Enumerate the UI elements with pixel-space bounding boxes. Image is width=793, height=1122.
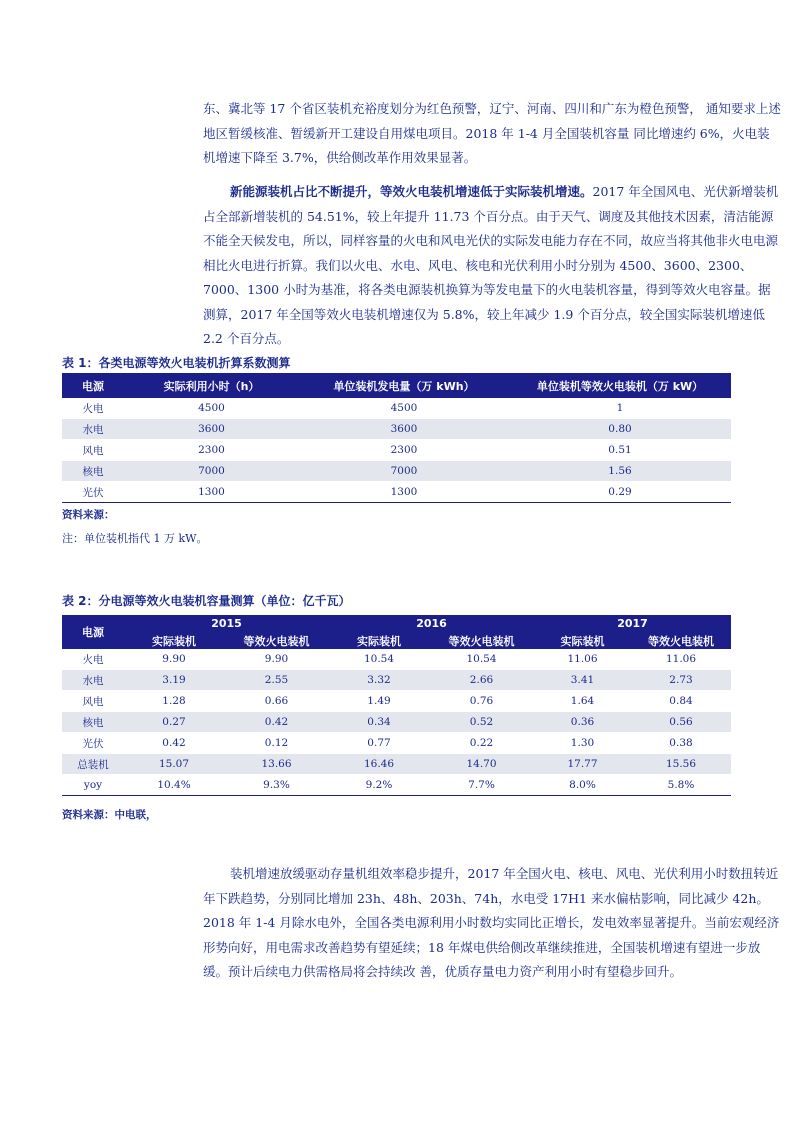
table-cell: 光伏 xyxy=(62,482,124,503)
table-cell: 15.56 xyxy=(631,754,731,775)
table-cell: 2.55 xyxy=(224,670,329,691)
table-row xyxy=(62,482,731,503)
table-cell: 8.0% xyxy=(534,775,631,796)
table-cell: 3.32 xyxy=(329,670,429,691)
table-cell: 13.66 xyxy=(224,754,329,775)
table-cell: 3600 xyxy=(299,419,509,440)
table-cell: 9.90 xyxy=(224,649,329,670)
table-cell: 17.77 xyxy=(534,754,631,775)
table2-year: 2015 xyxy=(124,615,329,632)
table2-year: 2017 xyxy=(534,615,731,632)
table-row xyxy=(62,691,731,712)
table-cell: 水电 xyxy=(62,670,124,691)
table-row xyxy=(62,419,731,440)
table2-subheader: 等效火电装机 xyxy=(631,632,731,649)
paragraph-body: 2017 年全国风电、光伏新增装机占全部新增装机的 54.51%，较上年提升 11.73 个百分点。由于天气、调度及其他技术因素，清洁能源不能全天候发电，所以，同样容量的火电和风电光伏的实际发电能力存在不同，故应当将其他非火电电源相比火电进行折算。我们以火电、水电、风电、核电和光伏利用小时分别为 4500、3600、2300、7000、1300 小时为基准，将各类电源装机换算为等发电量下的火电装机容量，得到等效火电容量。据测算，2017 年全国等效火电装机增速仅为 5.8%，较上年减少 1.9 个百分点，较全国实际装机增速低 2.2 个百分点。 xyxy=(203,184,779,346)
table1-header: 电源 xyxy=(62,373,124,398)
table-cell: 0.84 xyxy=(631,691,731,712)
table2-subheader: 等效火电装机 xyxy=(429,632,534,649)
table-cell: 1300 xyxy=(124,482,299,503)
paragraph-new-energy xyxy=(203,180,781,352)
table-cell: 火电 xyxy=(62,649,124,670)
paragraph-lead: 新能源装机占比不断提升，等效火电装机增速低于实际装机增速。 xyxy=(230,184,593,199)
table-row xyxy=(62,754,731,775)
table-cell: 光伏 xyxy=(62,733,124,754)
table2-year: 2016 xyxy=(329,615,534,632)
table-cell: 风电 xyxy=(62,691,124,712)
intro-paragraph xyxy=(203,97,781,171)
table2-subheader: 实际装机 xyxy=(329,632,429,649)
table-cell: 1.49 xyxy=(329,691,429,712)
table2-subheader: 实际装机 xyxy=(534,632,631,649)
table2 xyxy=(62,615,731,796)
table-cell: 2.73 xyxy=(631,670,731,691)
table-cell: 10.54 xyxy=(329,649,429,670)
table-cell: 7000 xyxy=(124,461,299,482)
table2-year-row xyxy=(62,615,731,632)
table2-subheader-row xyxy=(62,632,731,649)
table1-header: 单位装机等效火电装机（万 kW） xyxy=(509,373,731,398)
table-cell: 7.7% xyxy=(429,775,534,796)
table-cell: 15.07 xyxy=(124,754,224,775)
table1-caption: 表 1：各类电源等效火电装机折算系数测算 xyxy=(62,356,291,370)
table-cell: 4500 xyxy=(124,398,299,419)
table-row xyxy=(62,440,731,461)
table-cell: 0.22 xyxy=(429,733,534,754)
table-cell: 10.4% xyxy=(124,775,224,796)
table-cell: 0.42 xyxy=(224,712,329,733)
table-cell: 11.06 xyxy=(631,649,731,670)
table-cell: 0.80 xyxy=(509,419,731,440)
table1-header-row xyxy=(62,373,731,398)
table1-header: 单位装机发电量（万 kWh） xyxy=(299,373,509,398)
table-cell: 风电 xyxy=(62,440,124,461)
table-row xyxy=(62,649,731,670)
table-cell: 0.38 xyxy=(631,733,731,754)
table-cell: 火电 xyxy=(62,398,124,419)
table-cell: 5.8% xyxy=(631,775,731,796)
table-cell: 16.46 xyxy=(329,754,429,775)
table-cell: 3.19 xyxy=(124,670,224,691)
table-cell: 核电 xyxy=(62,712,124,733)
table-cell: 11.06 xyxy=(534,649,631,670)
table-cell: 2300 xyxy=(124,440,299,461)
table-cell: 0.51 xyxy=(509,440,731,461)
table-cell: 0.76 xyxy=(429,691,534,712)
table-row xyxy=(62,398,731,419)
table-cell: 1.28 xyxy=(124,691,224,712)
table-cell: 0.42 xyxy=(124,733,224,754)
table-cell: yoy xyxy=(62,775,124,796)
table1-note: 注：单位装机指代 1 万 kW。 xyxy=(62,532,208,545)
table-cell: 2300 xyxy=(299,440,509,461)
table-cell: 1.30 xyxy=(534,733,631,754)
table-cell: 4500 xyxy=(299,398,509,419)
table-cell: 0.66 xyxy=(224,691,329,712)
intro-paragraph-text: 东、冀北等 17 个省区装机充裕度划分为红色预警，辽宁、河南、四川和广东为橙色预警， 通知要求上述地区暂缓核准、暂缓新开工建设自用煤电项目。2018 年 1-4 月全国装机容量 同比增速约 6%，火电装机增速下降至 3.7%，供给侧改革作用效果显著。 xyxy=(203,101,781,165)
table1 xyxy=(62,373,731,503)
paragraph-new-energy-text xyxy=(203,180,781,352)
table-cell: 7000 xyxy=(299,461,509,482)
table-cell: 1300 xyxy=(299,482,509,503)
table-cell: 0.34 xyxy=(329,712,429,733)
table-cell: 0.56 xyxy=(631,712,731,733)
table-cell: 0.27 xyxy=(124,712,224,733)
table2-source: 资料来源：中电联， xyxy=(62,809,157,821)
table-cell: 9.3% xyxy=(224,775,329,796)
table-cell: 9.90 xyxy=(124,649,224,670)
table2-caption: 表 2：分电源等效火电装机容量测算（单位：亿千瓦） xyxy=(62,594,351,608)
table-row xyxy=(62,670,731,691)
table1-header: 实际利用小时（h） xyxy=(124,373,299,398)
paragraph-efficiency xyxy=(203,862,781,985)
table-row xyxy=(62,733,731,754)
table-cell: 3600 xyxy=(124,419,299,440)
table-cell: 核电 xyxy=(62,461,124,482)
table-row xyxy=(62,712,731,733)
table-cell: 1 xyxy=(509,398,731,419)
table-cell: 0.77 xyxy=(329,733,429,754)
table-cell: 3.41 xyxy=(534,670,631,691)
table-cell: 0.36 xyxy=(534,712,631,733)
table-cell: 0.12 xyxy=(224,733,329,754)
table-cell: 总装机 xyxy=(62,754,124,775)
table-cell: 10.54 xyxy=(429,649,534,670)
table-row xyxy=(62,775,731,796)
table-cell: 14.70 xyxy=(429,754,534,775)
table-row xyxy=(62,461,731,482)
table-cell: 0.52 xyxy=(429,712,534,733)
table1-source: 资料来源： xyxy=(62,509,115,521)
table2-header-source: 电源 xyxy=(62,615,124,649)
table-cell: 2.66 xyxy=(429,670,534,691)
table-cell: 1.56 xyxy=(509,461,731,482)
paragraph-efficiency-text: 装机增速放缓驱动存量机组效率稳步提升，2017 年全国火电、核电、风电、光伏利用小时数扭转近年下跌趋势，分别同比增加 23h、48h、203h、74h，水电受 17H1 来水偏枯影响，同比减少 42h。2018 年 1-4 月除水电外，全国各类电源利用小时数均实同比正增长，发电效率显著提升。当前宏观经济形势向好，用电需求改善趋势有望延续；18 年煤电供给侧改革继续推进，全国装机增速有望进一步放缓。预计后续电力供需格局将会持续改 善，优质存量电力资产利用小时有望稳步回升。 xyxy=(203,866,780,979)
table2-subheader: 实际装机 xyxy=(124,632,224,649)
table-cell: 1.64 xyxy=(534,691,631,712)
table2-subheader: 等效火电装机 xyxy=(224,632,329,649)
table-cell: 9.2% xyxy=(329,775,429,796)
table-cell: 水电 xyxy=(62,419,124,440)
table-cell: 0.29 xyxy=(509,482,731,503)
